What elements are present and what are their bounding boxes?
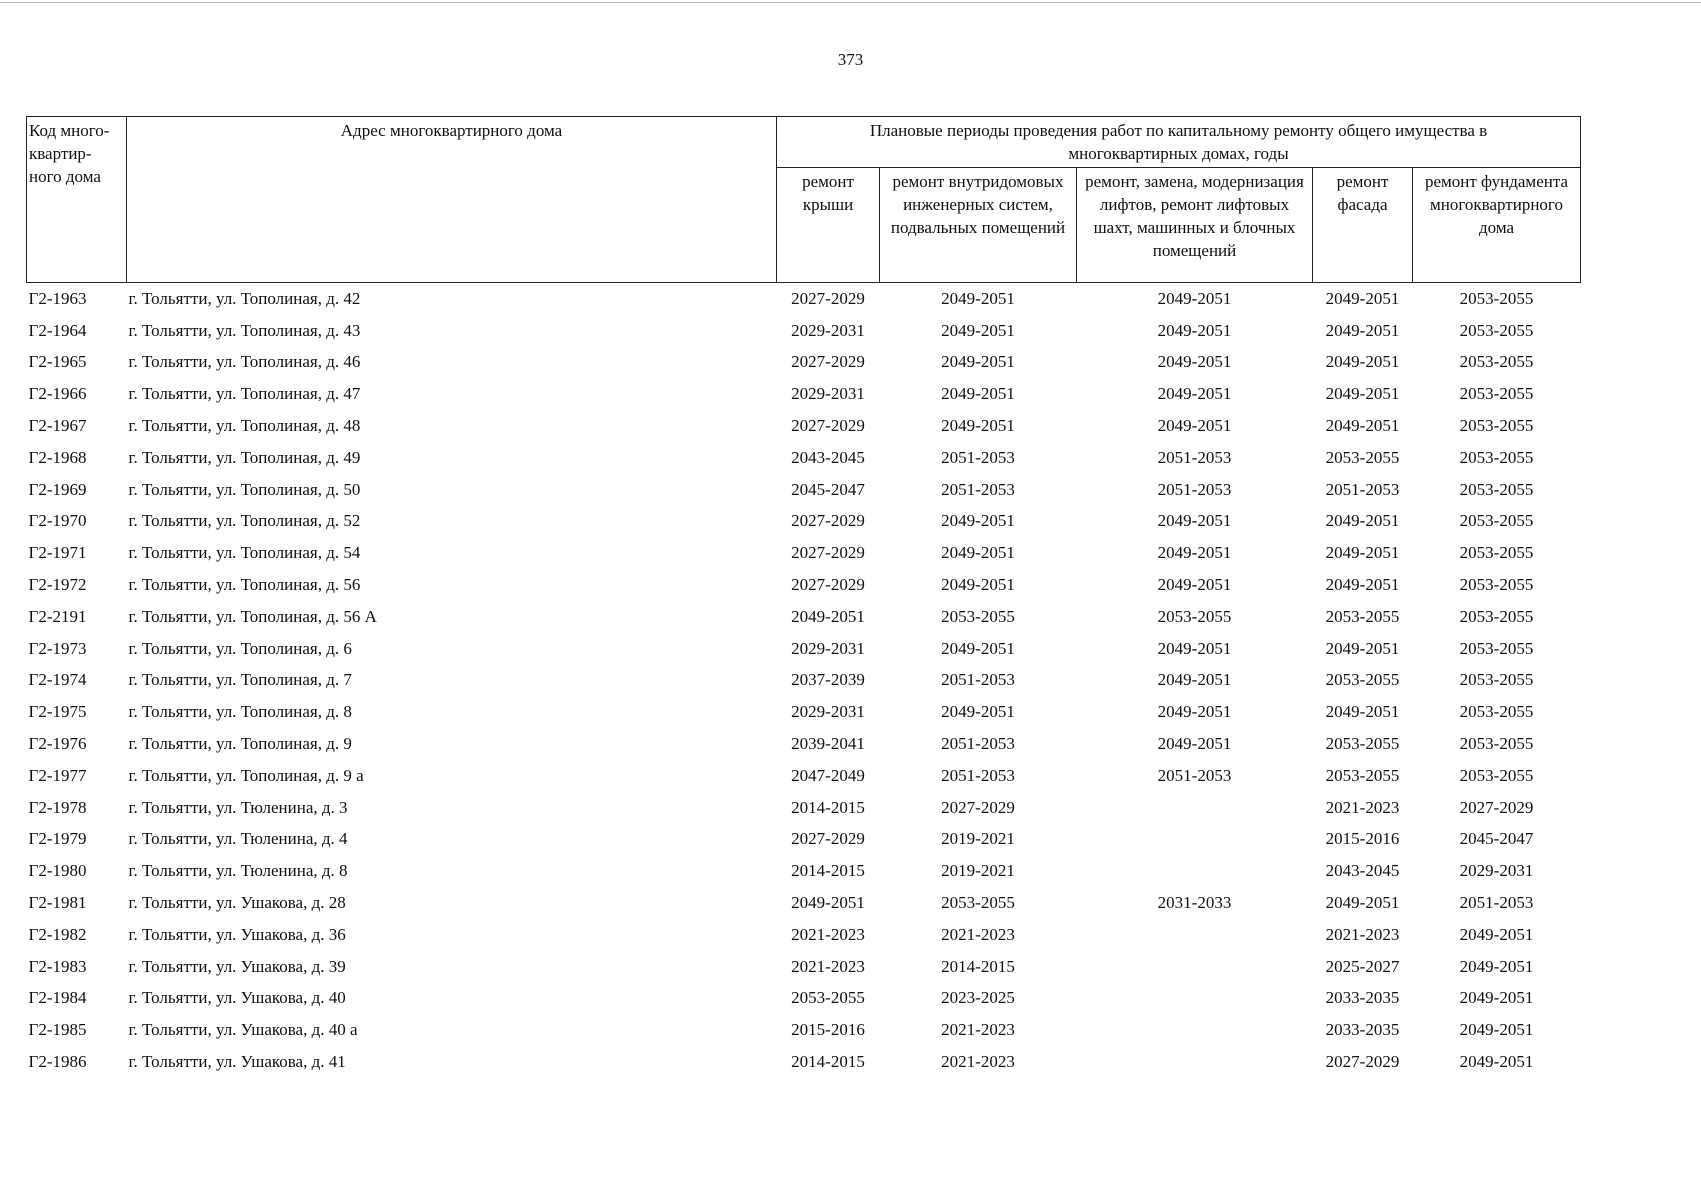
table-row xyxy=(27,633,1581,665)
table-row xyxy=(27,347,1581,379)
roof-period-cell: 2014-2015 xyxy=(791,797,865,817)
header-lifts: ремонт, замена, модернизация лифтов, ремонт лифтовых шахт, машинных и блочных помещений xyxy=(1077,168,1313,283)
foundation-period-cell: 2053-2055 xyxy=(1459,511,1534,531)
header-facade: ремонт фасада xyxy=(1313,168,1413,283)
roof-period-cell: 2039-2041 xyxy=(791,734,865,754)
lifts-period-cell: 2051-2053 xyxy=(1157,765,1232,785)
facade-period-cell: 2021-2023 xyxy=(1325,924,1400,944)
foundation-period-cell: 2053-2055 xyxy=(1459,447,1534,467)
table-row xyxy=(27,855,1581,887)
facade-period-cell: 2049-2051 xyxy=(1325,543,1400,563)
facade-period-cell: 2053-2055 xyxy=(1325,734,1400,754)
lifts-period-cell: 2031-2033 xyxy=(1157,893,1232,913)
table-row xyxy=(27,283,1581,315)
systems-period-cell: 2021-2023 xyxy=(941,1052,1015,1072)
table-row xyxy=(27,378,1581,410)
table-row xyxy=(27,728,1581,760)
header-foundation: ремонт фундамента многоквартирного дома xyxy=(1413,168,1581,283)
lifts-period-cell: 2051-2053 xyxy=(1157,479,1232,499)
table-row xyxy=(27,696,1581,728)
table-row xyxy=(27,760,1581,792)
roof-period-cell: 2027-2029 xyxy=(791,288,865,308)
systems-period-cell: 2014-2015 xyxy=(941,956,1015,976)
foundation-period-cell: 2051-2053 xyxy=(1459,893,1534,913)
systems-period-cell: 2049-2051 xyxy=(941,416,1015,436)
lifts-period-cell: 2049-2051 xyxy=(1157,384,1232,404)
code-cell: Г2-1975 xyxy=(28,702,87,722)
table-row xyxy=(27,442,1581,474)
lifts-period-cell xyxy=(1077,919,1313,951)
lifts-period-cell: 2051-2053 xyxy=(1157,447,1232,467)
code-cell: Г2-1978 xyxy=(28,797,87,817)
code-cell: Г2-1980 xyxy=(28,861,87,881)
lifts-period-cell: 2049-2051 xyxy=(1157,352,1232,372)
address-cell: г. Тольятти, ул. Тополиная, д. 6 xyxy=(128,638,352,658)
systems-period-cell: 2049-2051 xyxy=(941,575,1015,595)
address-cell: г. Тольятти, ул. Тополиная, д. 48 xyxy=(128,416,361,436)
lifts-period-cell xyxy=(1077,824,1313,856)
table-row xyxy=(27,919,1581,951)
lifts-period-cell: 2049-2051 xyxy=(1157,543,1232,563)
address-cell: г. Тольятти, ул. Ушакова, д. 36 xyxy=(128,924,346,944)
address-cell: г. Тольятти, ул. Тополиная, д. 42 xyxy=(128,288,361,308)
systems-period-cell: 2051-2053 xyxy=(941,479,1015,499)
systems-period-cell: 2049-2051 xyxy=(941,543,1015,563)
table-row xyxy=(27,474,1581,506)
code-cell: Г2-1983 xyxy=(28,956,87,976)
lifts-period-cell xyxy=(1077,1046,1313,1078)
facade-period-cell: 2025-2027 xyxy=(1325,956,1400,976)
address-cell: г. Тольятти, ул. Тополиная, д. 56 xyxy=(128,575,361,595)
table-row xyxy=(27,569,1581,601)
address-cell: г. Тольятти, ул. Тополиная, д. 47 xyxy=(128,384,361,404)
roof-period-cell: 2037-2039 xyxy=(791,670,865,690)
code-cell: Г2-1970 xyxy=(28,511,87,531)
address-cell: г. Тольятти, ул. Тополиная, д. 9 xyxy=(128,734,352,754)
address-cell: г. Тольятти, ул. Ушакова, д. 40 а xyxy=(128,1020,358,1040)
lifts-period-cell: 2049-2051 xyxy=(1157,288,1232,308)
systems-period-cell: 2051-2053 xyxy=(941,670,1015,690)
code-cell: Г2-1971 xyxy=(28,543,87,563)
facade-period-cell: 2049-2051 xyxy=(1325,575,1400,595)
header-code: Код много-квартир-ного дома xyxy=(27,117,127,283)
code-cell: Г2-1972 xyxy=(28,575,87,595)
facade-period-cell: 2053-2055 xyxy=(1325,765,1400,785)
address-cell: г. Тольятти, ул. Тополиная, д. 43 xyxy=(128,320,361,340)
systems-period-cell: 2053-2055 xyxy=(941,893,1015,913)
facade-period-cell: 2049-2051 xyxy=(1325,384,1400,404)
foundation-period-cell: 2049-2051 xyxy=(1459,988,1534,1008)
repair-schedule-table xyxy=(26,116,1581,1078)
address-cell: г. Тольятти, ул. Тополиная, д. 49 xyxy=(128,447,361,467)
code-cell: Г2-1964 xyxy=(28,320,87,340)
header-row-top xyxy=(27,117,1581,168)
table-row xyxy=(27,1046,1581,1078)
facade-period-cell: 2053-2055 xyxy=(1325,670,1400,690)
table-row xyxy=(27,410,1581,442)
header-roof: ремонт крыши xyxy=(777,168,880,283)
facade-period-cell: 2049-2051 xyxy=(1325,893,1400,913)
table-row xyxy=(27,537,1581,569)
systems-period-cell: 2051-2053 xyxy=(941,447,1015,467)
facade-period-cell: 2043-2045 xyxy=(1325,861,1400,881)
facade-period-cell: 2015-2016 xyxy=(1325,829,1400,849)
roof-period-cell: 2029-2031 xyxy=(791,384,865,404)
code-cell: Г2-1984 xyxy=(28,988,87,1008)
roof-period-cell: 2021-2023 xyxy=(791,924,865,944)
systems-period-cell: 2049-2051 xyxy=(941,352,1015,372)
roof-period-cell: 2027-2029 xyxy=(791,416,865,436)
address-cell: г. Тольятти, ул. Тополиная, д. 56 А xyxy=(128,606,377,626)
header-periods-group: Плановые периоды проведения работ по капитальному ремонту общего имущества в многоквартирных домах, годы xyxy=(777,117,1581,168)
code-cell: Г2-1973 xyxy=(28,638,87,658)
systems-period-cell: 2049-2051 xyxy=(941,320,1015,340)
roof-period-cell: 2027-2029 xyxy=(791,543,865,563)
systems-period-cell: 2051-2053 xyxy=(941,734,1015,754)
lifts-period-cell xyxy=(1077,1014,1313,1046)
roof-period-cell: 2049-2051 xyxy=(791,606,865,626)
address-cell: г. Тольятти, ул. Ушакова, д. 28 xyxy=(128,893,346,913)
foundation-period-cell: 2053-2055 xyxy=(1459,575,1534,595)
systems-period-cell: 2027-2029 xyxy=(941,797,1015,817)
table-row xyxy=(27,665,1581,697)
foundation-period-cell: 2029-2031 xyxy=(1459,861,1534,881)
roof-period-cell: 2053-2055 xyxy=(791,988,865,1008)
facade-period-cell: 2027-2029 xyxy=(1325,1052,1400,1072)
roof-period-cell: 2015-2016 xyxy=(791,1020,865,1040)
address-cell: г. Тольятти, ул. Тополиная, д. 8 xyxy=(128,702,352,722)
systems-period-cell: 2021-2023 xyxy=(941,924,1015,944)
foundation-period-cell: 2053-2055 xyxy=(1459,670,1534,690)
foundation-period-cell: 2053-2055 xyxy=(1459,638,1534,658)
address-cell: г. Тольятти, ул. Тополиная, д. 52 xyxy=(128,511,361,531)
lifts-period-cell: 2049-2051 xyxy=(1157,670,1232,690)
table-header xyxy=(27,117,1581,283)
roof-period-cell: 2027-2029 xyxy=(791,829,865,849)
foundation-period-cell: 2053-2055 xyxy=(1459,352,1534,372)
address-cell: г. Тольятти, ул. Тополиная, д. 9 а xyxy=(128,765,364,785)
systems-period-cell: 2049-2051 xyxy=(941,638,1015,658)
address-cell: г. Тольятти, ул. Тополиная, д. 54 xyxy=(128,543,361,563)
systems-period-cell: 2053-2055 xyxy=(941,606,1015,626)
lifts-period-cell: 2049-2051 xyxy=(1157,320,1232,340)
code-cell: Г2-1974 xyxy=(28,670,87,690)
lifts-period-cell: 2049-2051 xyxy=(1157,734,1232,754)
page-number: 373 xyxy=(837,50,864,69)
roof-period-cell: 2029-2031 xyxy=(791,638,865,658)
lifts-period-cell: 2053-2055 xyxy=(1157,606,1232,626)
facade-period-cell: 2049-2051 xyxy=(1325,288,1400,308)
table-row xyxy=(27,824,1581,856)
systems-period-cell: 2019-2021 xyxy=(941,861,1015,881)
address-cell: г. Тольятти, ул. Ушакова, д. 41 xyxy=(128,1052,346,1072)
foundation-period-cell: 2027-2029 xyxy=(1459,797,1534,817)
table-row xyxy=(27,983,1581,1015)
systems-period-cell: 2019-2021 xyxy=(941,829,1015,849)
foundation-period-cell: 2053-2055 xyxy=(1459,384,1534,404)
code-cell: Г2-1981 xyxy=(28,893,87,913)
roof-period-cell: 2014-2015 xyxy=(791,1052,865,1072)
foundation-period-cell: 2049-2051 xyxy=(1459,924,1534,944)
facade-period-cell: 2049-2051 xyxy=(1325,638,1400,658)
address-cell: г. Тольятти, ул. Тюленина, д. 3 xyxy=(128,797,348,817)
lifts-period-cell xyxy=(1077,951,1313,983)
table-row xyxy=(27,951,1581,983)
foundation-period-cell: 2049-2051 xyxy=(1459,1052,1534,1072)
roof-period-cell: 2021-2023 xyxy=(791,956,865,976)
table-row xyxy=(27,315,1581,347)
roof-period-cell: 2027-2029 xyxy=(791,352,865,372)
foundation-period-cell: 2053-2055 xyxy=(1459,320,1534,340)
facade-period-cell: 2049-2051 xyxy=(1325,416,1400,436)
foundation-period-cell: 2053-2055 xyxy=(1459,479,1534,499)
systems-period-cell: 2049-2051 xyxy=(941,511,1015,531)
roof-period-cell: 2045-2047 xyxy=(791,479,865,499)
code-cell: Г2-1968 xyxy=(28,447,87,467)
roof-period-cell: 2029-2031 xyxy=(791,702,865,722)
code-cell: Г2-1963 xyxy=(28,288,87,308)
address-cell: г. Тольятти, ул. Ушакова, д. 40 xyxy=(128,988,346,1008)
lifts-period-cell: 2049-2051 xyxy=(1157,702,1232,722)
facade-period-cell: 2033-2035 xyxy=(1325,1020,1400,1040)
foundation-period-cell: 2053-2055 xyxy=(1459,543,1534,563)
facade-period-cell: 2053-2055 xyxy=(1325,447,1400,467)
facade-period-cell: 2051-2053 xyxy=(1325,479,1400,499)
systems-period-cell: 2023-2025 xyxy=(941,988,1015,1008)
address-cell: г. Тольятти, ул. Тополиная, д. 46 xyxy=(128,352,361,372)
lifts-period-cell xyxy=(1077,792,1313,824)
address-cell: г. Тольятти, ул. Тюленина, д. 4 xyxy=(128,829,348,849)
address-cell: г. Тольятти, ул. Тополиная, д. 7 xyxy=(128,670,352,690)
roof-period-cell: 2047-2049 xyxy=(791,765,865,785)
foundation-period-cell: 2049-2051 xyxy=(1459,956,1534,976)
facade-period-cell: 2049-2051 xyxy=(1325,352,1400,372)
facade-period-cell: 2021-2023 xyxy=(1325,797,1400,817)
foundation-period-cell: 2053-2055 xyxy=(1459,606,1534,626)
header-address: Адрес многоквартирного дома xyxy=(127,117,777,283)
header-systems: ремонт внутридомовых инженерных систем, подвальных помещений xyxy=(880,168,1077,283)
roof-period-cell: 2049-2051 xyxy=(791,893,865,913)
foundation-period-cell: 2053-2055 xyxy=(1459,765,1534,785)
systems-period-cell: 2051-2053 xyxy=(941,765,1015,785)
systems-period-cell: 2021-2023 xyxy=(941,1020,1015,1040)
roof-period-cell: 2027-2029 xyxy=(791,575,865,595)
table-row xyxy=(27,601,1581,633)
table-body xyxy=(27,283,1581,1078)
facade-period-cell: 2053-2055 xyxy=(1325,606,1400,626)
address-cell: г. Тольятти, ул. Тополиная, д. 50 xyxy=(128,479,361,499)
table-row xyxy=(27,1014,1581,1046)
table-row xyxy=(27,506,1581,538)
code-cell: Г2-1985 xyxy=(28,1020,87,1040)
foundation-period-cell: 2053-2055 xyxy=(1459,734,1534,754)
code-cell: Г2-1977 xyxy=(28,765,87,785)
systems-period-cell: 2049-2051 xyxy=(941,288,1015,308)
lifts-period-cell: 2049-2051 xyxy=(1157,575,1232,595)
scan-edge-line xyxy=(0,2,1701,3)
table-row xyxy=(27,887,1581,919)
table-row xyxy=(27,792,1581,824)
code-cell: Г2-1982 xyxy=(28,924,87,944)
code-cell: Г2-1965 xyxy=(28,352,87,372)
facade-period-cell: 2033-2035 xyxy=(1325,988,1400,1008)
code-cell: Г2-2191 xyxy=(28,606,87,626)
roof-period-cell: 2014-2015 xyxy=(791,861,865,881)
roof-period-cell: 2027-2029 xyxy=(791,511,865,531)
lifts-period-cell xyxy=(1077,983,1313,1015)
lifts-period-cell: 2049-2051 xyxy=(1157,511,1232,531)
foundation-period-cell: 2053-2055 xyxy=(1459,702,1534,722)
roof-period-cell: 2029-2031 xyxy=(791,320,865,340)
systems-period-cell: 2049-2051 xyxy=(941,384,1015,404)
code-cell: Г2-1979 xyxy=(28,829,87,849)
facade-period-cell: 2049-2051 xyxy=(1325,511,1400,531)
lifts-period-cell: 2049-2051 xyxy=(1157,638,1232,658)
code-cell: Г2-1986 xyxy=(28,1052,87,1072)
address-cell: г. Тольятти, ул. Тюленина, д. 8 xyxy=(128,861,348,881)
lifts-period-cell: 2049-2051 xyxy=(1157,416,1232,436)
lifts-period-cell xyxy=(1077,855,1313,887)
code-cell: Г2-1969 xyxy=(28,479,87,499)
roof-period-cell: 2043-2045 xyxy=(791,447,865,467)
code-cell: Г2-1966 xyxy=(28,384,87,404)
foundation-period-cell: 2053-2055 xyxy=(1459,288,1534,308)
foundation-period-cell: 2049-2051 xyxy=(1459,1020,1534,1040)
code-cell: Г2-1967 xyxy=(28,416,87,436)
facade-period-cell: 2049-2051 xyxy=(1325,320,1400,340)
facade-period-cell: 2049-2051 xyxy=(1325,702,1400,722)
address-cell: г. Тольятти, ул. Ушакова, д. 39 xyxy=(128,956,346,976)
foundation-period-cell: 2053-2055 xyxy=(1459,416,1534,436)
systems-period-cell: 2049-2051 xyxy=(941,702,1015,722)
foundation-period-cell: 2045-2047 xyxy=(1459,829,1534,849)
code-cell: Г2-1976 xyxy=(28,734,87,754)
